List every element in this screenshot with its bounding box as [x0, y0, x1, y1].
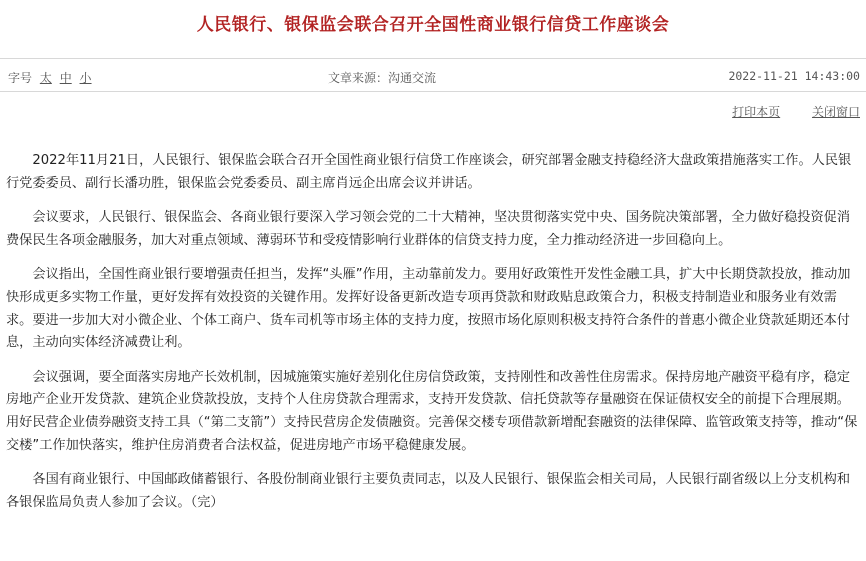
article-paragraph: 会议指出，全国性商业银行要增强责任担当，发挥“头雁”作用，主动靠前发力。要用好政策性开发性金融工具，扩大中长期贷款投放，推动加快形成更多实物工作量，更好发挥有效投资的关键作用。发挥好设备更新改造专项再贷款和财政贴息政策合力，积极支持制造业和服务业有效需求。要进一步加大对小微企业、个体工商户、货车司机等市场主体的支持力度，按照市场化原则积极支持符合条件的普惠小微企业贷款延期还本付息，主动向实体经济减费让利。 [6, 267, 851, 351]
print-page-link[interactable]: 打印本页 [732, 105, 781, 119]
article-title: 人民银行、银保监会联合召开全国性商业银行信贷工作座谈会 [196, 15, 670, 35]
close-window-link[interactable]: 关闭窗口 [811, 105, 860, 119]
article-paragraph: 会议强调，要全面落实房地产长效机制，因城施策实施好差别化住房信贷政策，支持刚性和改善性住房需求。保持房地产融资平稳有序，稳定房地产企业开发贷款、建筑企业贷款投放，支持个人住房贷款合理需求，支持开发贷款、信托贷款等存量融资在保证债权安全的前提下合理展期。用好民营企业债券融资支持工具（“第二支箭”）支持民营房企发债融资。完善保交楼专项借款新增配套融资的法律保障、监管政策支持等，推动“保交楼”工作加快落实，维护住房消费者合法权益，促进房地产市场平稳健康发展。 [6, 369, 858, 453]
font-size-small-link[interactable]: 小 [79, 71, 92, 85]
source-value: 沟通交流 [388, 71, 437, 85]
article-paragraph: 2022年11月21日，人民银行、银保监会联合召开全国性商业银行信贷工作座谈会，研究部署金融支持稳经济大盘政策措施落实工作。人民银行党委委员、副行长潘功胜，银保监会党委委员、副主席肖远企出席会议并讲话。 [6, 153, 852, 191]
font-size-medium-link[interactable]: 中 [59, 71, 72, 85]
article-body [6, 150, 862, 526]
font-size-label: 字号 [8, 71, 33, 85]
font-size-selector [8, 69, 92, 86]
article-source [328, 69, 436, 86]
font-size-large-link[interactable]: 太 [39, 71, 52, 85]
article-date: 2022-11-21 14:43:00 [728, 69, 860, 83]
source-label: 文章来源： [328, 71, 389, 85]
article-paragraph: 各国有商业银行、中国邮政储蓄银行、各股份制商业银行主要负责同志，以及人民银行、银保监会相关司局，人民银行副省级以上分支机构和各银保监局负责人参加了会议。（完） [6, 472, 851, 510]
article-meta-bar [0, 58, 866, 92]
article-actions [704, 103, 860, 120]
article-paragraph: 会议要求，人民银行、银保监会、各商业银行要深入学习领会党的二十大精神，坚决贯彻落实党中央、国务院决策部署，全力做好稳投资促消费保民生各项金融服务，加大对重点领域、薄弱环节和受疫情影响行业群体的信贷支持力度，全力推动经济进一步回稳向上。 [6, 210, 851, 248]
